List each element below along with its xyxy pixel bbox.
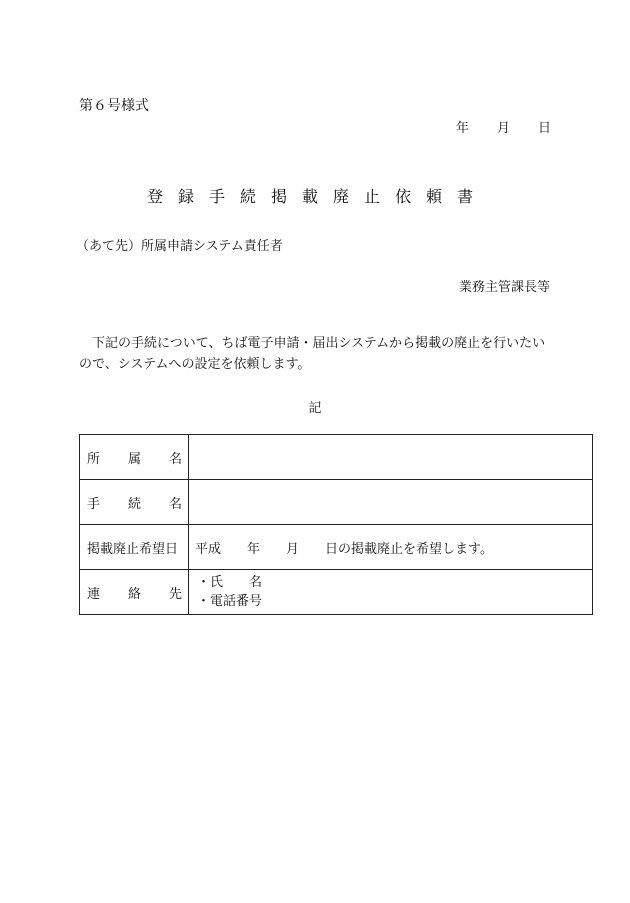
- form-number: 第６号様式: [79, 98, 149, 114]
- contact-name-line: [197, 573, 592, 592]
- addressee: （あて先）所属申請システム責任者: [76, 239, 283, 254]
- label-discontinue-date: [80, 525, 189, 570]
- label-char: 名: [168, 451, 182, 467]
- info-table: [79, 434, 593, 615]
- value-procedure[interactable]: [189, 480, 593, 525]
- day-unit: 日: [538, 121, 552, 136]
- label-char: 連: [87, 586, 101, 602]
- year-unit: 年: [456, 121, 470, 136]
- label-char: 手: [87, 496, 101, 512]
- value-affiliation[interactable]: [189, 435, 593, 480]
- table-row-procedure: [80, 480, 593, 525]
- label-char: 属: [127, 451, 141, 467]
- date-line: [456, 117, 551, 136]
- label-procedure: [80, 480, 189, 525]
- label-text: 掲載廃止希望日: [87, 541, 179, 557]
- label-char: 続: [127, 496, 141, 512]
- table-row-discontinue-date: [80, 525, 593, 570]
- name-prefix: ・氏: [197, 575, 224, 590]
- name-suffix: 名: [249, 575, 263, 590]
- ki-heading: 記: [308, 401, 322, 416]
- value-contact[interactable]: [189, 570, 593, 615]
- label-affiliation: [80, 435, 189, 480]
- label-char: 名: [168, 496, 182, 512]
- label-char: 絡: [127, 586, 141, 602]
- label-char: 所: [87, 451, 101, 467]
- value-discontinue-date[interactable]: [189, 525, 593, 570]
- month-unit: 月: [497, 121, 511, 136]
- contact-phone-line: ・電話番号: [197, 594, 263, 609]
- era: 平成: [195, 541, 222, 557]
- table-row-affiliation: [80, 435, 593, 480]
- day-suffix: 日の掲載廃止を希望します。: [325, 541, 494, 557]
- month-unit: 月: [286, 541, 300, 557]
- sender: 業務主管課長等: [458, 280, 550, 295]
- document-title: 登録手続掲載廃止依頼書: [146, 187, 488, 206]
- request-body: 下記の手続について、ちば電子申請・届出システムから掲載の廃止を行いたいので、システムへの設定を依頼します。: [79, 336, 546, 372]
- label-contact: [80, 570, 189, 615]
- table-row-contact: [80, 570, 593, 615]
- year-unit: 年: [247, 541, 261, 557]
- label-char: 先: [168, 586, 182, 602]
